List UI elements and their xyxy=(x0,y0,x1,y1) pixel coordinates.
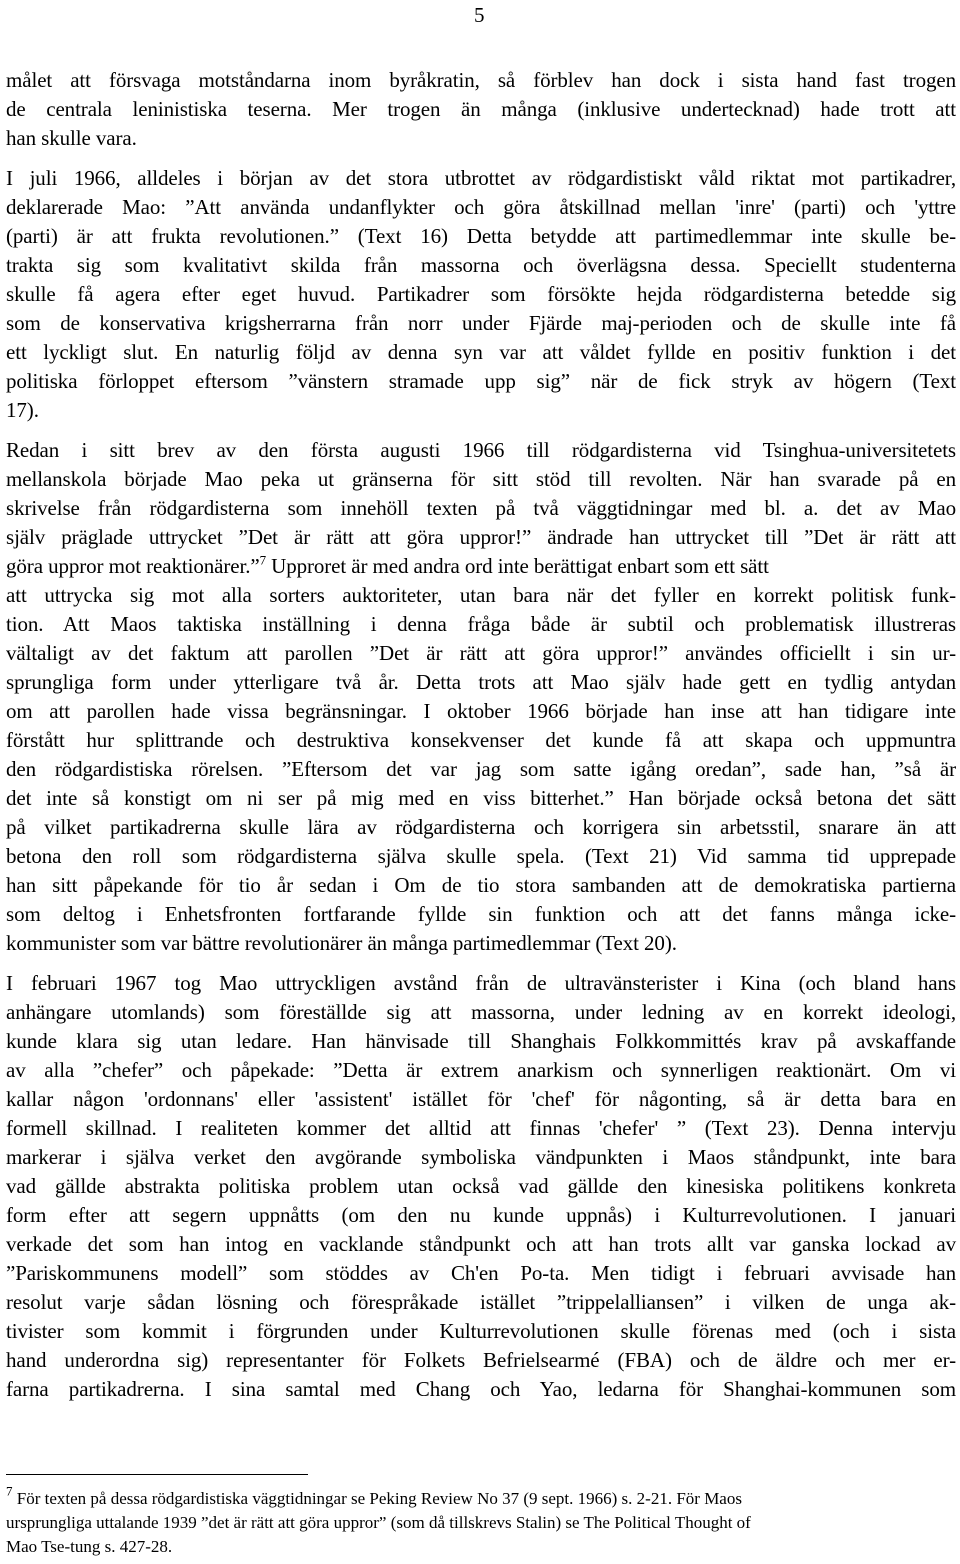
text-line: kunde klara sig utan ledare. Han hänvisade till Shanghais Folkkommittés krav på avskaffande xyxy=(6,1029,956,1053)
text-line: Redan i sitt brev av den första augusti 1966 till rödgardisterna vid Tsinghua-universitetets xyxy=(6,438,956,462)
text-line: sprungliga form under ytterligare två år. Detta trots att Mao själv hade gett en tydlig antydan xyxy=(6,670,956,694)
text-line: verkade det som han intog en vacklande ståndpunkt och att han trots allt var ganska lockad av xyxy=(6,1232,956,1256)
text-line: form efter att segern uppnåtts (om den nu kunde uppnås) i Kulturrevolutionen. I januari xyxy=(6,1203,956,1227)
text-segment: göra uppror mot reaktionärer.” xyxy=(6,554,260,578)
text-line: 17). xyxy=(6,398,39,422)
text-line: tion. Att Maos taktiska inställning i denna fråga både är subtil och problematisk illustreras xyxy=(6,612,956,636)
text-line: kommunister som var bättre revolutionärer än många partimedlemmar (Text 20). xyxy=(6,931,677,955)
text-line: trakta sig som kvalitativt skilda från massorna och överlägsna dessa. Speciellt studenterna xyxy=(6,253,956,277)
text-line: om att parollen hade vissa begränsningar. I oktober 1966 började han inse att han tidigare inte xyxy=(6,699,956,723)
text-line: av alla ”chefer” och påpekade: ”Detta är extrem anarkism och synnerligen reaktionärt. Om vi xyxy=(6,1058,956,1082)
text-line: anhängare utomlands) som föreställde sig att massorna, under ledning av en korrekt ideologi, xyxy=(6,1000,956,1024)
footnote-line xyxy=(6,1483,956,1511)
text-line: deklarerade Mao: ”Att använda undanflykter och göra åtskillnad mellan 'inre' (parti) och 'yttre xyxy=(6,195,956,219)
footnote xyxy=(6,1483,956,1559)
text-line: de centrala leninistiska teserna. Mer trogen än många (inklusive undertecknad) hade trott att xyxy=(6,97,956,121)
text-line: vad gällde abstrakta politiska problem utan också vad gällde den kinesiska politikens konkreta xyxy=(6,1174,956,1198)
text-line: målet att försvaga motståndarna inom byråkratin, så förblev han dock i sista hand fast trogen xyxy=(6,68,956,92)
text-line: förstått hur splittrande och destruktiva konsekvenser det kunde få att skapa och uppmuntra xyxy=(6,728,956,752)
paragraph-2 xyxy=(6,164,956,425)
paragraph-1 xyxy=(6,66,956,153)
text-line: att uttrycka sig mot alla sorters auktoriteter, utan bara när det fyller en korrekt politisk funk- xyxy=(6,583,956,607)
paragraph-4 xyxy=(6,969,956,1404)
text-line: han sitt påpekande för tio år sedan i Om de tio stora sambanden att de demokratiska partierna xyxy=(6,873,956,897)
footnote-text: För texten på dessa rödgardistiska väggtidningar se Peking Review No 37 (9 sept. 1966) s. 2-21. För Maos xyxy=(12,1489,742,1508)
footnote-ref[interactable]: 7 xyxy=(259,552,266,568)
text-line: kallar någon 'ordonnans' eller 'assistent' istället för 'chef' för någonting, så är detta bara en xyxy=(6,1087,956,1111)
text-line: skulle få agera efter eget huvud. Partikadrer som försökte hejda rödgardisterna betedde sig xyxy=(6,282,956,306)
text-line: det inte så konstigt om ni ser på mig med en viss bitterhet.” Han började också betona det sätt xyxy=(6,786,956,810)
text-line: han skulle vara. xyxy=(6,126,137,150)
text-line: själv präglade uttrycket ”Det är rätt att göra uppror!” ändrade han uttrycket till ”Det är rätt att xyxy=(6,525,956,549)
text-line: ”Pariskommunens modell” som stöddes av Ch'en Po-ta. Men tidigt i februari avvisade han xyxy=(6,1261,956,1285)
text-line: I juli 1966, alldeles i början av det stora utbrottet av rödgardistiskt våld riktat mot partikadrer, xyxy=(6,166,956,190)
text-line: formell skillnad. I realiteten kommer det alltid att finnas 'chefer' ” (Text 23). Denna intervju xyxy=(6,1116,956,1140)
text-line: mellanskola började Mao peka ut gränserna för sitt stöd till revolten. När han svarade på en xyxy=(6,467,956,491)
text-line: vältaligt av det faktum att parollen ”Det är rätt att göra uppror!” användes officiellt i sin ur- xyxy=(6,641,956,665)
text-line: resolut varje sådan lösning och förespråkade istället ”trippelalliansen” i vilken de unga ak- xyxy=(6,1290,956,1314)
text-segment: Upproret är med andra ord inte berättigat enbart som ett sätt xyxy=(265,554,769,578)
text-line: hand underordna sig) representanter för Folkets Befrielsearmé (FBA) och de äldre och mer er- xyxy=(6,1348,956,1372)
text-line: som de konservativa krigsherrarna från norr under Fjärde maj-perioden och de skulle inte få xyxy=(6,311,956,335)
footnote-separator xyxy=(6,1474,308,1475)
paragraph-3 xyxy=(6,436,956,958)
footnote-marker: 7 xyxy=(6,1483,13,1499)
text-line: som deltog i Enhetsfronten fortfarande fyllde sin funktion och att det fanns många icke- xyxy=(6,902,956,926)
text-line: den rödgardistiska rörelsen. ”Eftersom det var jag som satte igång oredan”, sade han, ”så är xyxy=(6,757,956,781)
page-number: 5 xyxy=(474,3,485,27)
body-text xyxy=(6,66,956,1404)
text-line: tivister som kommit i förgrunden under Kulturrevolutionen skulle förenas med (och i sista xyxy=(6,1319,956,1343)
text-line: skrivelse från rödgardisterna som innehöll texten på två väggtidningar med bl. a. det av Mao xyxy=(6,496,956,520)
footnote-line: ursprungliga uttalande 1939 ”det är rätt att göra uppror” (som då tillskrevs Stalin) se The Political Thought of xyxy=(6,1513,751,1532)
footnote-line: Mao Tse-tung s. 427-28. xyxy=(6,1537,173,1556)
text-line-with-footnote-ref xyxy=(6,552,956,581)
text-line: (parti) är att frukta revolutionen.” (Text 16) Detta betydde att partimedlemmar inte skulle be- xyxy=(6,224,956,248)
text-line: betona den roll som rödgardisterna själva skulle spela. (Text 21) Vid samma tid upprepade xyxy=(6,844,956,868)
text-line: markerar i själva verket den avgörande symboliska vändpunkten i Maos ståndpunkt, inte bara xyxy=(6,1145,956,1169)
text-line: politiska förloppet eftersom ”vänstern stramade upp sig” när de fick stryk av högern (Text xyxy=(6,369,956,393)
text-line: farna partikadrerna. I sina samtal med Chang och Yao, ledarna för Shanghai-kommunen som xyxy=(6,1377,956,1401)
text-line: på vilket partikadrerna skulle lära av rödgardisterna och korrigera sin arbetsstil, snarare än att xyxy=(6,815,956,839)
text-line: I februari 1967 tog Mao uttryckligen avstånd från de ultravänsterister i Kina (och bland hans xyxy=(6,971,956,995)
text-line: ett lyckligt slut. En naturlig följd av denna syn var att våldet fyllde en positiv funktion i det xyxy=(6,340,956,364)
